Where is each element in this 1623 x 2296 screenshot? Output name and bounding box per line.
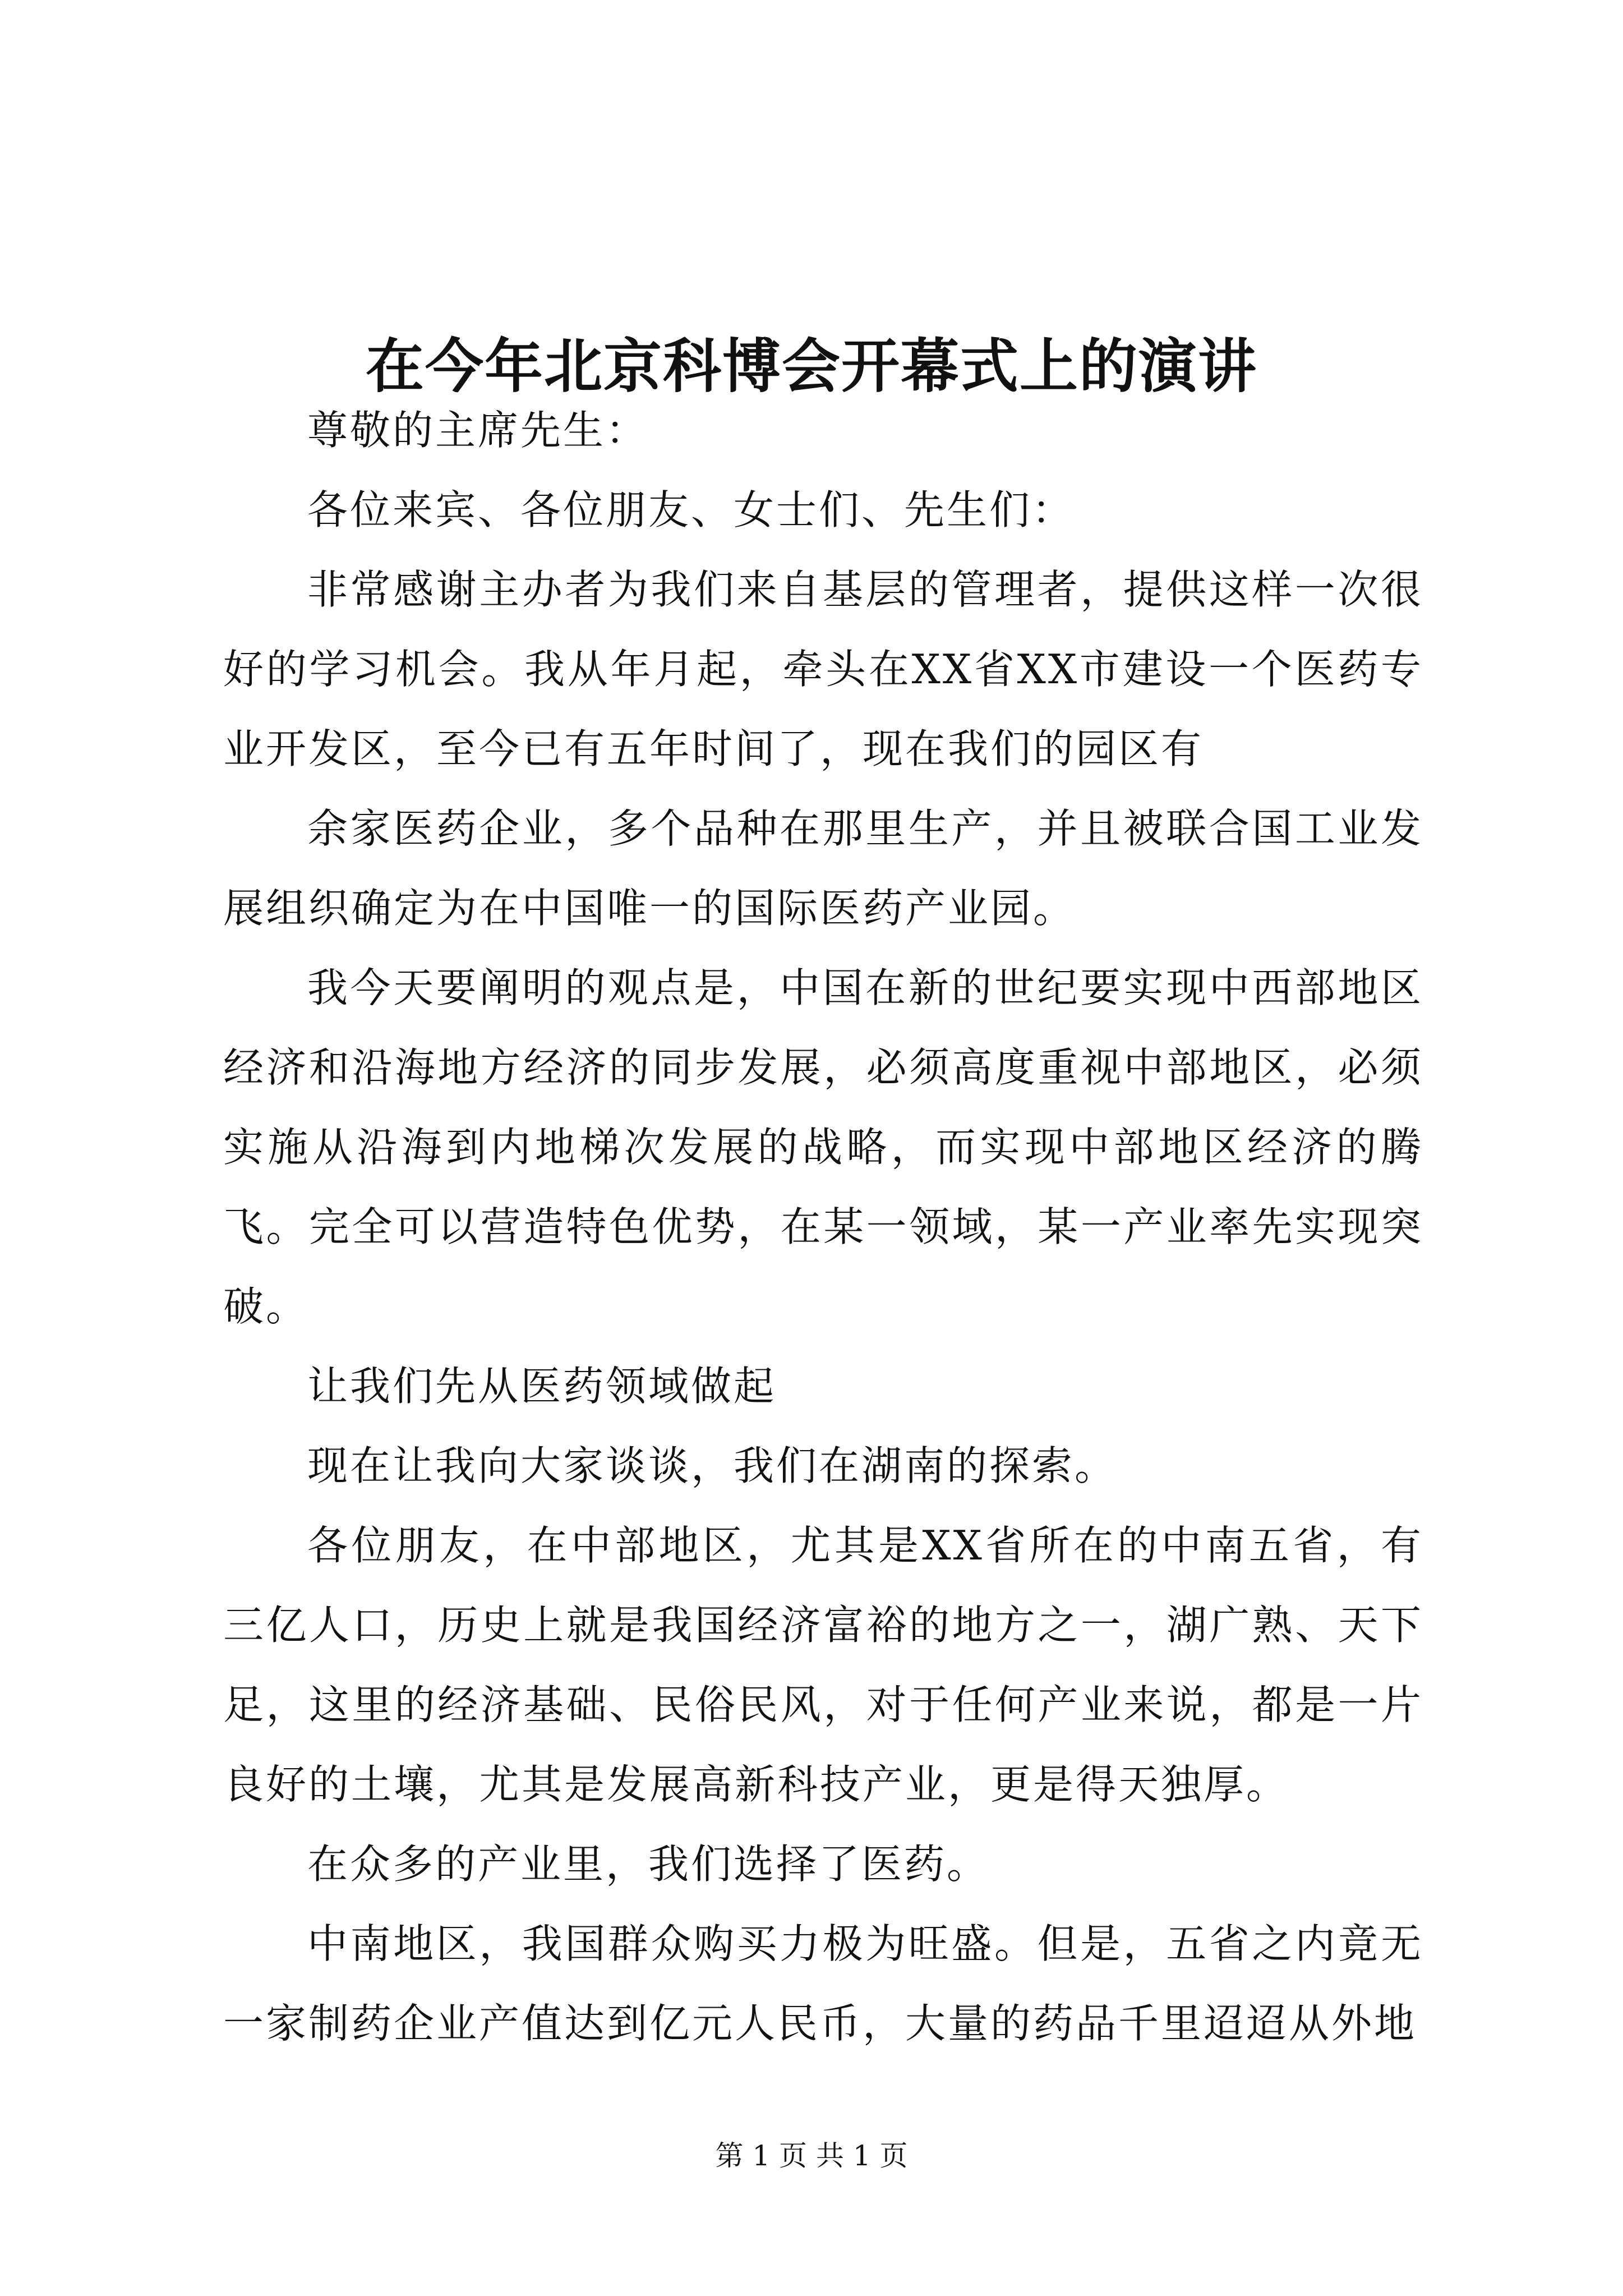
paragraph: 余家医药企业，多个品种在那里生产，并且被联合国工业发展组织确定为在中国唯一的国际医药产业园。	[223, 805, 1423, 932]
paragraph: 非常感谢主办者为我们来自基层的管理者，提供这样一次很好的学习机会。我从年月起，牵头在XX省XX市建设一个医药专业开发区，至今已有五年时间了，现在我们的园区有	[223, 566, 1423, 772]
document-body	[223, 390, 1423, 2063]
paragraph: 各位来宾、各位朋友、女士们、先生们：	[307, 486, 1075, 533]
paragraph: 在众多的产业里，我们选择了医药。	[307, 1841, 990, 1888]
paragraph: 现在让我向大家谈谈，我们在湖南的探索。	[307, 1442, 1118, 1489]
paragraph: 我今天要阐明的观点是，中国在新的世纪要实现中西部地区经济和沿海地方经济的同步发展，必须高度重视中部地区，必须实施从沿海到内地梯次发展的战略，而实现中部地区经济的腾飞。完全可以营造特色优势，在某一领域，某一产业率先实现突破。	[223, 964, 1423, 1330]
paragraph: 尊敬的主席先生：	[307, 407, 649, 454]
paragraph: 各位朋友，在中部地区，尤其是XX省所在的中南五省，有三亿人口，历史上就是我国经济富裕的地方之一，湖广熟、天下足，这里的经济基础、民俗民风，对于任何产业来说，都是一片良好的土壤，尤其是发展高新科技产业，更是得天独厚。	[223, 1522, 1423, 1808]
page-footer: 第 1 页 共 1 页	[715, 2139, 908, 2172]
paragraph: 让我们先从医药领域做起	[307, 1363, 777, 1410]
document-title: 在今年北京科博会开幕式上的演讲	[365, 331, 1257, 401]
paragraph: 中南地区，我国群众购买力极为旺盛。但是，五省之内竟无一家制药企业产值达到亿元人民币，大量的药品千里迢迢从外地	[223, 1920, 1423, 2047]
